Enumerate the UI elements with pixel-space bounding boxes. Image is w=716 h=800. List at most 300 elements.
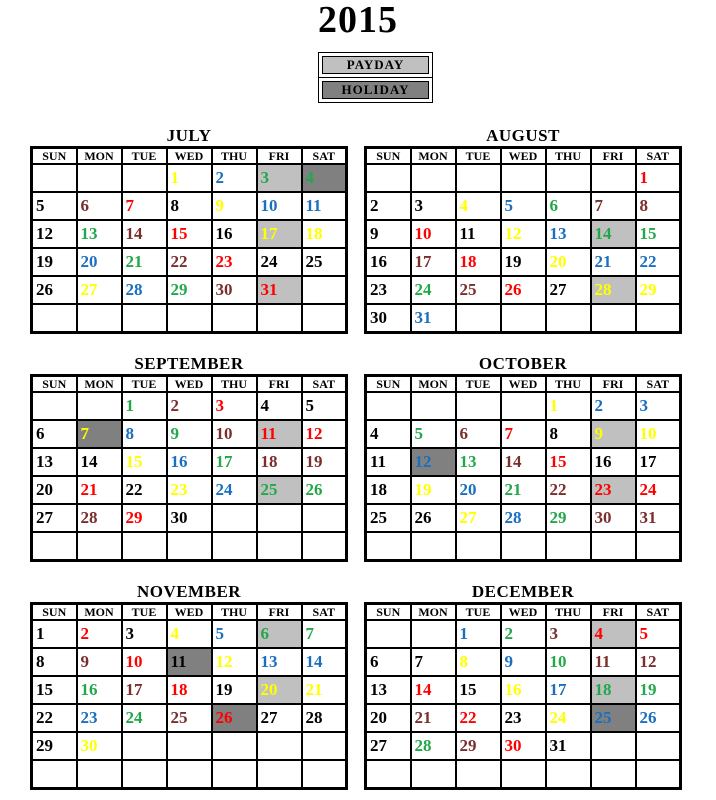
day-cell: 28 xyxy=(302,704,347,732)
day-cell: 25 xyxy=(257,476,302,504)
day-cell: 24 xyxy=(411,276,456,304)
day-cell: 26 xyxy=(212,704,257,732)
month-grid xyxy=(30,374,348,562)
month-name: NOVEMBER xyxy=(136,582,242,601)
empty-cell xyxy=(122,304,167,333)
empty-cell xyxy=(302,760,347,789)
day-cell: 11 xyxy=(167,648,212,676)
month-grid xyxy=(30,602,348,790)
day-cell: 10 xyxy=(411,220,456,248)
day-cell: 5 xyxy=(501,192,546,220)
weekday-header: FRI xyxy=(257,376,302,393)
weekday-header: SAT xyxy=(636,148,681,165)
day-cell: 5 xyxy=(32,192,77,220)
day-cell: 25 xyxy=(167,704,212,732)
empty-cell xyxy=(122,532,167,561)
day-cell: 17 xyxy=(257,220,302,248)
day-cell: 20 xyxy=(366,704,411,732)
weekday-header: TUE xyxy=(122,604,167,621)
empty-cell xyxy=(546,760,591,789)
day-cell: 11 xyxy=(366,448,411,476)
day-cell: 24 xyxy=(636,476,681,504)
weekday-header: TUE xyxy=(456,376,501,393)
weekday-header: WED xyxy=(501,148,546,165)
weekday-header: MON xyxy=(77,148,122,165)
day-cell: 6 xyxy=(32,420,77,448)
empty-cell xyxy=(302,276,347,304)
day-cell: 16 xyxy=(591,448,636,476)
day-cell: 5 xyxy=(302,392,347,420)
empty-cell xyxy=(167,304,212,333)
day-cell: 29 xyxy=(546,504,591,532)
day-cell: 15 xyxy=(32,676,77,704)
day-cell: 1 xyxy=(546,392,591,420)
weekday-header: MON xyxy=(411,376,456,393)
day-cell: 13 xyxy=(366,676,411,704)
day-cell: 4 xyxy=(456,192,501,220)
empty-cell xyxy=(257,532,302,561)
weekday-header: SAT xyxy=(636,376,681,393)
day-cell: 24 xyxy=(546,704,591,732)
empty-cell xyxy=(636,304,681,333)
empty-cell xyxy=(411,532,456,561)
empty-cell xyxy=(302,304,347,333)
day-cell: 15 xyxy=(546,448,591,476)
empty-cell xyxy=(212,532,257,561)
day-cell: 7 xyxy=(591,192,636,220)
day-cell: 22 xyxy=(636,248,681,276)
empty-cell xyxy=(32,760,77,789)
day-cell: 26 xyxy=(411,504,456,532)
day-cell: 28 xyxy=(501,504,546,532)
empty-cell xyxy=(77,532,122,561)
day-cell: 17 xyxy=(122,676,167,704)
day-cell: 11 xyxy=(456,220,501,248)
day-cell: 13 xyxy=(546,220,591,248)
empty-cell xyxy=(77,164,122,192)
empty-cell xyxy=(411,164,456,192)
day-cell: 26 xyxy=(302,476,347,504)
empty-cell xyxy=(501,760,546,789)
month-grid xyxy=(364,374,682,562)
day-cell: 3 xyxy=(257,164,302,192)
day-cell: 3 xyxy=(122,620,167,648)
day-cell: 8 xyxy=(32,648,77,676)
month-august xyxy=(364,124,682,334)
day-cell: 19 xyxy=(32,248,77,276)
empty-cell xyxy=(212,504,257,532)
weekday-header: SUN xyxy=(366,604,411,621)
day-cell: 21 xyxy=(501,476,546,504)
day-cell: 27 xyxy=(546,276,591,304)
weekday-header: THU xyxy=(212,376,257,393)
month-name: SEPTEMBER xyxy=(134,354,244,373)
weekday-header: THU xyxy=(212,604,257,621)
day-cell: 24 xyxy=(212,476,257,504)
empty-cell xyxy=(411,620,456,648)
day-cell: 13 xyxy=(32,448,77,476)
day-cell: 13 xyxy=(456,448,501,476)
day-cell: 18 xyxy=(257,448,302,476)
day-cell: 28 xyxy=(591,276,636,304)
weekday-header: MON xyxy=(77,604,122,621)
day-cell: 30 xyxy=(501,732,546,760)
empty-cell xyxy=(32,392,77,420)
empty-cell xyxy=(591,304,636,333)
day-cell: 9 xyxy=(501,648,546,676)
day-cell: 21 xyxy=(411,704,456,732)
day-cell: 7 xyxy=(501,420,546,448)
day-cell: 9 xyxy=(366,220,411,248)
day-cell: 28 xyxy=(411,732,456,760)
empty-cell xyxy=(501,532,546,561)
weekday-header: MON xyxy=(77,376,122,393)
day-cell: 18 xyxy=(167,676,212,704)
day-cell: 3 xyxy=(411,192,456,220)
weekday-header: SUN xyxy=(32,376,77,393)
empty-cell xyxy=(411,392,456,420)
day-cell: 15 xyxy=(636,220,681,248)
day-cell: 5 xyxy=(636,620,681,648)
month-name: JULY xyxy=(166,126,212,145)
day-cell: 29 xyxy=(636,276,681,304)
weekday-header: THU xyxy=(546,604,591,621)
day-cell: 28 xyxy=(122,276,167,304)
day-cell: 30 xyxy=(212,276,257,304)
month-name: OCTOBER xyxy=(478,354,568,373)
day-cell: 20 xyxy=(77,248,122,276)
day-cell: 1 xyxy=(167,164,212,192)
weekday-header: SUN xyxy=(366,376,411,393)
empty-cell xyxy=(546,304,591,333)
day-cell: 17 xyxy=(212,448,257,476)
day-cell: 18 xyxy=(591,676,636,704)
day-cell: 4 xyxy=(167,620,212,648)
weekday-header: TUE xyxy=(122,148,167,165)
day-cell: 31 xyxy=(636,504,681,532)
day-cell: 16 xyxy=(77,676,122,704)
day-cell: 27 xyxy=(366,732,411,760)
weekday-header: WED xyxy=(167,604,212,621)
day-cell: 5 xyxy=(212,620,257,648)
day-cell: 23 xyxy=(167,476,212,504)
day-cell: 2 xyxy=(501,620,546,648)
day-cell: 10 xyxy=(257,192,302,220)
day-cell: 22 xyxy=(167,248,212,276)
day-cell: 19 xyxy=(636,676,681,704)
empty-cell xyxy=(257,304,302,333)
day-cell: 8 xyxy=(122,420,167,448)
day-cell: 14 xyxy=(411,676,456,704)
day-cell: 14 xyxy=(77,448,122,476)
day-cell: 19 xyxy=(501,248,546,276)
day-cell: 17 xyxy=(636,448,681,476)
empty-cell xyxy=(122,732,167,760)
month-july xyxy=(30,124,348,334)
month-october xyxy=(364,352,682,562)
day-cell: 2 xyxy=(167,392,212,420)
day-cell: 7 xyxy=(302,620,347,648)
day-cell: 27 xyxy=(257,704,302,732)
empty-cell xyxy=(456,164,501,192)
day-cell: 9 xyxy=(77,648,122,676)
empty-cell xyxy=(456,532,501,561)
day-cell: 20 xyxy=(456,476,501,504)
month-grid xyxy=(364,146,682,334)
empty-cell xyxy=(546,164,591,192)
empty-cell xyxy=(257,760,302,789)
day-cell: 20 xyxy=(257,676,302,704)
weekday-header: THU xyxy=(212,148,257,165)
day-cell: 8 xyxy=(167,192,212,220)
day-cell: 10 xyxy=(636,420,681,448)
day-cell: 27 xyxy=(32,504,77,532)
empty-cell xyxy=(366,164,411,192)
empty-cell xyxy=(636,760,681,789)
empty-cell xyxy=(302,732,347,760)
empty-cell xyxy=(122,760,167,789)
empty-cell xyxy=(591,164,636,192)
empty-cell xyxy=(456,304,501,333)
day-cell: 16 xyxy=(167,448,212,476)
day-cell: 26 xyxy=(636,704,681,732)
weekday-header: SAT xyxy=(302,148,347,165)
day-cell: 12 xyxy=(411,448,456,476)
day-cell: 14 xyxy=(302,648,347,676)
day-cell: 11 xyxy=(302,192,347,220)
empty-cell xyxy=(591,732,636,760)
weekday-header: MON xyxy=(411,604,456,621)
empty-cell xyxy=(636,532,681,561)
day-cell: 11 xyxy=(257,420,302,448)
day-cell: 18 xyxy=(302,220,347,248)
day-cell: 3 xyxy=(636,392,681,420)
day-cell: 9 xyxy=(167,420,212,448)
empty-cell xyxy=(32,532,77,561)
weekday-header: TUE xyxy=(456,148,501,165)
day-cell: 25 xyxy=(591,704,636,732)
empty-cell xyxy=(257,732,302,760)
weekday-header: MON xyxy=(411,148,456,165)
weekday-header: TUE xyxy=(456,604,501,621)
day-cell: 23 xyxy=(591,476,636,504)
month-november xyxy=(30,580,348,790)
day-cell: 22 xyxy=(32,704,77,732)
empty-cell xyxy=(212,760,257,789)
day-cell: 15 xyxy=(167,220,212,248)
empty-cell xyxy=(212,732,257,760)
day-cell: 27 xyxy=(456,504,501,532)
day-cell: 14 xyxy=(122,220,167,248)
weekday-header: FRI xyxy=(591,376,636,393)
day-cell: 10 xyxy=(212,420,257,448)
day-cell: 15 xyxy=(122,448,167,476)
day-cell: 21 xyxy=(302,676,347,704)
day-cell: 8 xyxy=(546,420,591,448)
day-cell: 30 xyxy=(77,732,122,760)
month-december xyxy=(364,580,682,790)
day-cell: 15 xyxy=(456,676,501,704)
day-cell: 17 xyxy=(546,676,591,704)
day-cell: 6 xyxy=(366,648,411,676)
day-cell: 29 xyxy=(167,276,212,304)
day-cell: 21 xyxy=(77,476,122,504)
day-cell: 9 xyxy=(591,420,636,448)
day-cell: 1 xyxy=(456,620,501,648)
day-cell: 14 xyxy=(501,448,546,476)
day-cell: 1 xyxy=(32,620,77,648)
day-cell: 4 xyxy=(257,392,302,420)
day-cell: 26 xyxy=(501,276,546,304)
day-cell: 7 xyxy=(122,192,167,220)
day-cell: 2 xyxy=(591,392,636,420)
weekday-header: SAT xyxy=(302,376,347,393)
legend-holiday xyxy=(318,77,433,103)
day-cell: 8 xyxy=(456,648,501,676)
day-cell: 24 xyxy=(122,704,167,732)
page-title: 2015 xyxy=(318,0,398,41)
day-cell: 29 xyxy=(456,732,501,760)
day-cell: 2 xyxy=(77,620,122,648)
legend-payday-label: PAYDAY xyxy=(322,56,429,74)
empty-cell xyxy=(501,392,546,420)
empty-cell xyxy=(167,532,212,561)
empty-cell xyxy=(501,164,546,192)
empty-cell xyxy=(591,532,636,561)
day-cell: 13 xyxy=(77,220,122,248)
day-cell: 28 xyxy=(77,504,122,532)
month-name: DECEMBER xyxy=(471,582,575,601)
day-cell: 9 xyxy=(212,192,257,220)
month-grid xyxy=(30,146,348,334)
day-cell: 3 xyxy=(212,392,257,420)
day-cell: 14 xyxy=(591,220,636,248)
day-cell: 12 xyxy=(636,648,681,676)
day-cell: 12 xyxy=(501,220,546,248)
weekday-header: SUN xyxy=(366,148,411,165)
empty-cell xyxy=(167,760,212,789)
day-cell: 30 xyxy=(167,504,212,532)
empty-cell xyxy=(366,532,411,561)
month-grid xyxy=(364,602,682,790)
day-cell: 10 xyxy=(122,648,167,676)
day-cell: 23 xyxy=(501,704,546,732)
day-cell: 20 xyxy=(32,476,77,504)
day-cell: 7 xyxy=(411,648,456,676)
weekday-header: FRI xyxy=(257,604,302,621)
empty-cell xyxy=(366,392,411,420)
empty-cell xyxy=(257,504,302,532)
day-cell: 12 xyxy=(32,220,77,248)
day-cell: 5 xyxy=(411,420,456,448)
day-cell: 11 xyxy=(591,648,636,676)
day-cell: 20 xyxy=(546,248,591,276)
empty-cell xyxy=(302,532,347,561)
day-cell: 1 xyxy=(636,164,681,192)
weekday-header: WED xyxy=(167,148,212,165)
weekday-header: TUE xyxy=(122,376,167,393)
weekday-header: SUN xyxy=(32,148,77,165)
legend-holiday-label: HOLIDAY xyxy=(322,81,429,99)
empty-cell xyxy=(591,760,636,789)
day-cell: 6 xyxy=(77,192,122,220)
empty-cell xyxy=(122,164,167,192)
day-cell: 31 xyxy=(546,732,591,760)
day-cell: 31 xyxy=(257,276,302,304)
day-cell: 8 xyxy=(636,192,681,220)
empty-cell xyxy=(212,304,257,333)
day-cell: 7 xyxy=(77,420,122,448)
day-cell: 12 xyxy=(302,420,347,448)
weekday-header: THU xyxy=(546,376,591,393)
empty-cell xyxy=(77,392,122,420)
weekday-header: WED xyxy=(501,376,546,393)
empty-cell xyxy=(456,392,501,420)
day-cell: 4 xyxy=(591,620,636,648)
day-cell: 21 xyxy=(591,248,636,276)
day-cell: 2 xyxy=(212,164,257,192)
day-cell: 23 xyxy=(77,704,122,732)
weekday-header: WED xyxy=(501,604,546,621)
weekday-header: FRI xyxy=(591,148,636,165)
day-cell: 19 xyxy=(411,476,456,504)
day-cell: 6 xyxy=(546,192,591,220)
empty-cell xyxy=(456,760,501,789)
day-cell: 10 xyxy=(546,648,591,676)
weekday-header: WED xyxy=(167,376,212,393)
day-cell: 25 xyxy=(366,504,411,532)
day-cell: 25 xyxy=(302,248,347,276)
day-cell: 24 xyxy=(257,248,302,276)
empty-cell xyxy=(501,304,546,333)
weekday-header: FRI xyxy=(591,604,636,621)
day-cell: 6 xyxy=(257,620,302,648)
day-cell: 2 xyxy=(366,192,411,220)
day-cell: 16 xyxy=(212,220,257,248)
weekday-header: THU xyxy=(546,148,591,165)
empty-cell xyxy=(546,532,591,561)
day-cell: 19 xyxy=(212,676,257,704)
day-cell: 12 xyxy=(212,648,257,676)
day-cell: 18 xyxy=(456,248,501,276)
day-cell: 30 xyxy=(366,304,411,333)
day-cell: 16 xyxy=(501,676,546,704)
day-cell: 22 xyxy=(122,476,167,504)
day-cell: 22 xyxy=(456,704,501,732)
day-cell: 3 xyxy=(546,620,591,648)
empty-cell xyxy=(77,760,122,789)
day-cell: 22 xyxy=(546,476,591,504)
day-cell: 6 xyxy=(456,420,501,448)
day-cell: 29 xyxy=(32,732,77,760)
empty-cell xyxy=(32,164,77,192)
weekday-header: SAT xyxy=(302,604,347,621)
empty-cell xyxy=(32,304,77,333)
day-cell: 29 xyxy=(122,504,167,532)
legend-payday xyxy=(318,52,433,78)
empty-cell xyxy=(411,760,456,789)
day-cell: 21 xyxy=(122,248,167,276)
month-name: AUGUST xyxy=(486,126,560,145)
empty-cell xyxy=(302,504,347,532)
empty-cell xyxy=(77,304,122,333)
empty-cell xyxy=(366,620,411,648)
day-cell: 27 xyxy=(77,276,122,304)
day-cell: 23 xyxy=(366,276,411,304)
day-cell: 19 xyxy=(302,448,347,476)
month-september xyxy=(30,352,348,562)
day-cell: 16 xyxy=(366,248,411,276)
